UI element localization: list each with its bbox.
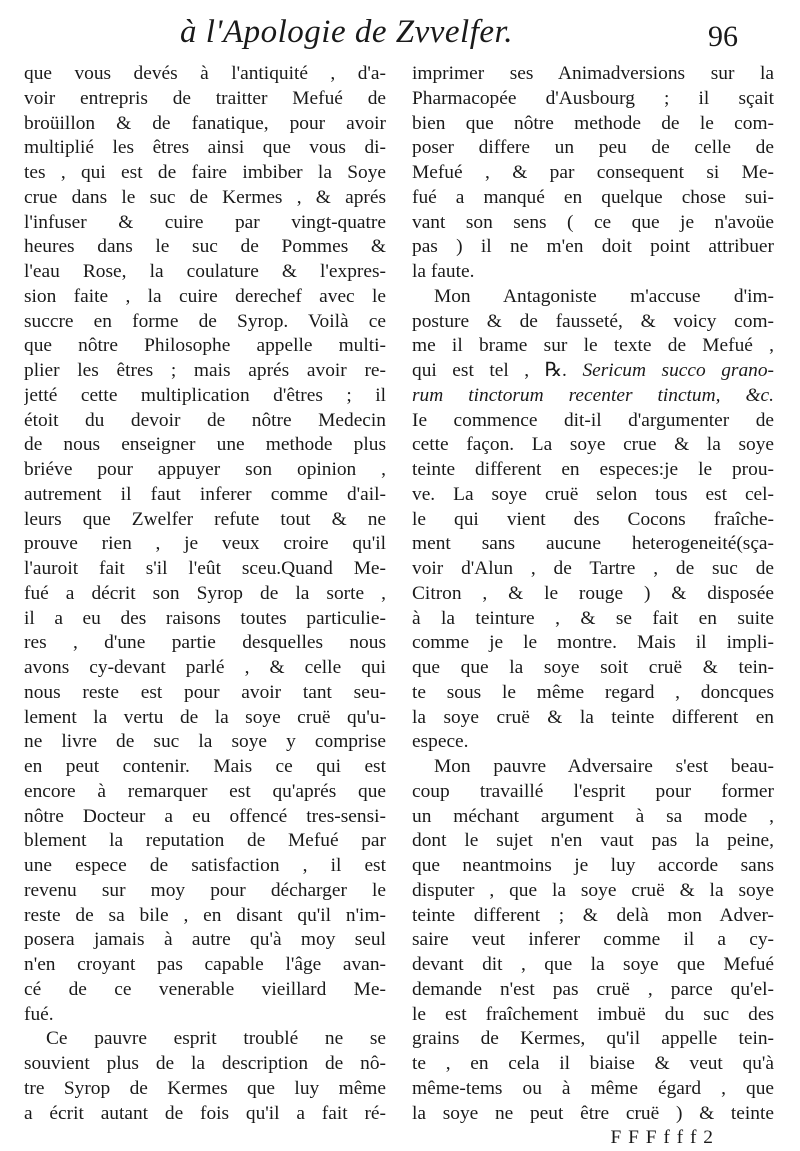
running-head: à l'Apologie de Zvvelfer. xyxy=(180,14,513,50)
text-line: nôtre Docteur a eu offencé tres-sensi- xyxy=(24,805,386,827)
text-line: voir entrepris de traitter Mefué de xyxy=(24,87,386,109)
text-line: la faute. xyxy=(412,261,475,282)
text-line: fué a manqué en quelque chose sui- xyxy=(412,186,774,208)
text-line: broüillon & de fanatique, pour avoir xyxy=(24,112,386,134)
text-line: l'auroit fait s'il l'eût sceu.Quand Me- xyxy=(24,558,386,579)
text-line: ve. La soye cruë selon tous est cel- xyxy=(412,483,774,505)
text-line: te sous le même regard , doncques xyxy=(412,681,774,703)
text-line: un méchant argument à sa mode , xyxy=(412,805,774,827)
text-line: posture & de fausseté, & voicy com- xyxy=(412,310,774,332)
text-line: vant son sens ( ce que je n'avoüe xyxy=(412,211,774,233)
text-line: la soye cruë & la teinte different en xyxy=(412,706,774,728)
text-line: avons cy-devant parlé , & celle qui xyxy=(24,657,386,678)
text-line: te , en cela il biaise & veut qu'à xyxy=(412,1053,774,1074)
text-line: posera jamais à autre qu'à moy seul xyxy=(24,929,386,951)
text-line: fué a décrit son Syrop de la sorte , xyxy=(24,582,386,604)
text-line: à la teinture , & se fait en suite xyxy=(412,607,774,629)
text-line: souvient plus de la description de nô- xyxy=(24,1053,386,1074)
text-line: la soye ne peut être cruë ) & teinte xyxy=(412,1102,774,1124)
text-line: bien que nôtre methode de le com- xyxy=(412,112,774,134)
text-line: jetté cette multiplication d'êtres ; il xyxy=(24,384,386,406)
text-line: plier les êtres ; mais aprés avoir re- xyxy=(24,360,386,381)
text-line: ne livre de suc la soye y comprise xyxy=(24,731,386,753)
text-line: lement la vertu de la soye cruë qu'u- xyxy=(24,706,386,728)
text-line: fué. xyxy=(24,1003,54,1025)
text-line: en peut contenir. Mais ce qui est xyxy=(24,756,386,777)
text-line: demande n'est pas cruë , parce qu'el- xyxy=(412,978,774,1000)
text-line: teinte different ; & delà mon Adver- xyxy=(412,904,774,926)
text-line: imprimer ses Animadversions sur la xyxy=(412,63,774,84)
page-number: 96 xyxy=(708,20,738,53)
text-line: Citron , & le rouge ) & disposée xyxy=(412,582,774,604)
text-line: blement la reputation de Mefué par xyxy=(24,830,386,852)
text-line: que nôtre Philosophe appelle multi- xyxy=(24,335,386,357)
text-line: étoit du devoir de nôtre Medecin xyxy=(24,409,386,431)
text-line: dont le sujet n'en vaut pas la peine, xyxy=(412,830,774,852)
text-line: poser differe un peu de celle de xyxy=(412,137,774,159)
text-line: tre Syrop de Kermes que luy même xyxy=(24,1077,386,1099)
text-line: Pharmacopée d'Ausbourg ; il sçait xyxy=(412,87,774,109)
text-line: le qui vient des Cocons fraîche- xyxy=(412,508,774,530)
text-line: heures dans le suc de Pommes & xyxy=(24,236,386,258)
text-line: rum tinctorum recenter tinctum, &c. xyxy=(412,384,774,406)
text-line: que vous devés à l'antiquité , d'a- xyxy=(24,63,386,84)
text-line: une espece de satisfaction , il est xyxy=(24,855,386,876)
text-line: Ie commence dit-il d'argumenter de xyxy=(412,409,774,431)
text-line: res , d'une partie desquelles nous xyxy=(24,632,386,654)
text-line: de nous enseigner une methode plus xyxy=(24,434,386,456)
text-line: l'infuser & cuire par vingt-quatre xyxy=(24,211,386,233)
text-line: même-tems ou à même égard , que xyxy=(412,1077,774,1099)
text-line: nous reste est pour avoir tant seu- xyxy=(24,681,386,703)
text-line: me il brame sur le texte de Mefué , xyxy=(412,335,774,357)
text-line: encore à remarquer est qu'aprés que xyxy=(24,780,386,802)
text-line: cé de ce venerable vieillard Me- xyxy=(24,978,386,1000)
text-line: teinte different en especes:je le prou- xyxy=(412,459,774,480)
text-line: prouve rien , je veux croire qu'il xyxy=(24,533,386,555)
text-line: coup travaillé l'esprit pour former xyxy=(412,780,774,802)
text-line: saire veut inferer comme il a cy- xyxy=(412,929,774,951)
text-line: espece. xyxy=(412,731,469,753)
signature-mark: F F F f f f 2 xyxy=(610,1127,714,1149)
text-line: Mon pauvre Adversaire s'est beau- xyxy=(434,756,774,777)
right-text-column xyxy=(412,62,774,1151)
text-line: l'eau Rose, la coulature & l'expres- xyxy=(24,261,386,282)
text-line: briéve pour appuyer son opinion , xyxy=(24,459,386,480)
text-line: crue dans le suc de Kermes , & aprés xyxy=(24,186,386,208)
text-line: succre en forme de Syrop. Voilà ce xyxy=(24,310,386,332)
text-line: Mon Antagoniste m'accuse d'im- xyxy=(434,285,774,307)
text-line: autrement il faut inferer comme d'ail- xyxy=(24,483,386,505)
text-line: devant dit , que la soye que Mefué xyxy=(412,954,774,975)
text-line: disputer , que la soye cruë & la soye xyxy=(412,879,774,901)
text-line: qui est tel , ℞. Sericum succo grano- xyxy=(412,360,774,381)
text-line: voir d'Alun , de Tartre , de suc de xyxy=(412,558,774,579)
text-line: tes , qui est de faire imbiber la Soye xyxy=(24,162,386,183)
text-line: revenu sur moy pour décharger le xyxy=(24,879,386,901)
text-line: que que la soye soit cruë & tein- xyxy=(412,657,774,678)
text-line: n'en croyant pas capable l'âge avan- xyxy=(24,954,386,975)
text-line: grains de Kermes, qu'il appelle tein- xyxy=(412,1028,774,1050)
text-line: Mefué , & par consequent si Me- xyxy=(412,162,774,183)
text-line: pas ) il ne m'en doit point attribuer xyxy=(412,236,774,258)
left-text-column xyxy=(24,62,386,1126)
text-line: Ce pauvre esprit troublé ne se xyxy=(46,1028,386,1050)
text-line: cette façon. La soye crue & la soye xyxy=(412,434,774,456)
text-line: comme je le montre. Mais il impli- xyxy=(412,632,774,654)
text-line: a écrit autant de fois qu'il a fait ré- xyxy=(24,1102,386,1124)
text-line: il a eu des raisons toutes particulie- xyxy=(24,607,386,629)
text-line: le est fraîchement imbuë du suc des xyxy=(412,1003,774,1025)
text-line: multiplié les êtres ainsi que vous di- xyxy=(24,137,386,159)
text-line: ment sans aucune heterogeneité(sça- xyxy=(412,533,774,555)
text-line: reste de sa bile , en disant qu'il n'im- xyxy=(24,904,386,926)
text-line: que neantmoins je luy accorde sans xyxy=(412,855,774,876)
text-line: sion faite , la cuire derechef avec le xyxy=(24,285,386,307)
text-line: leurs que Zwelfer refute tout & ne xyxy=(24,508,386,530)
